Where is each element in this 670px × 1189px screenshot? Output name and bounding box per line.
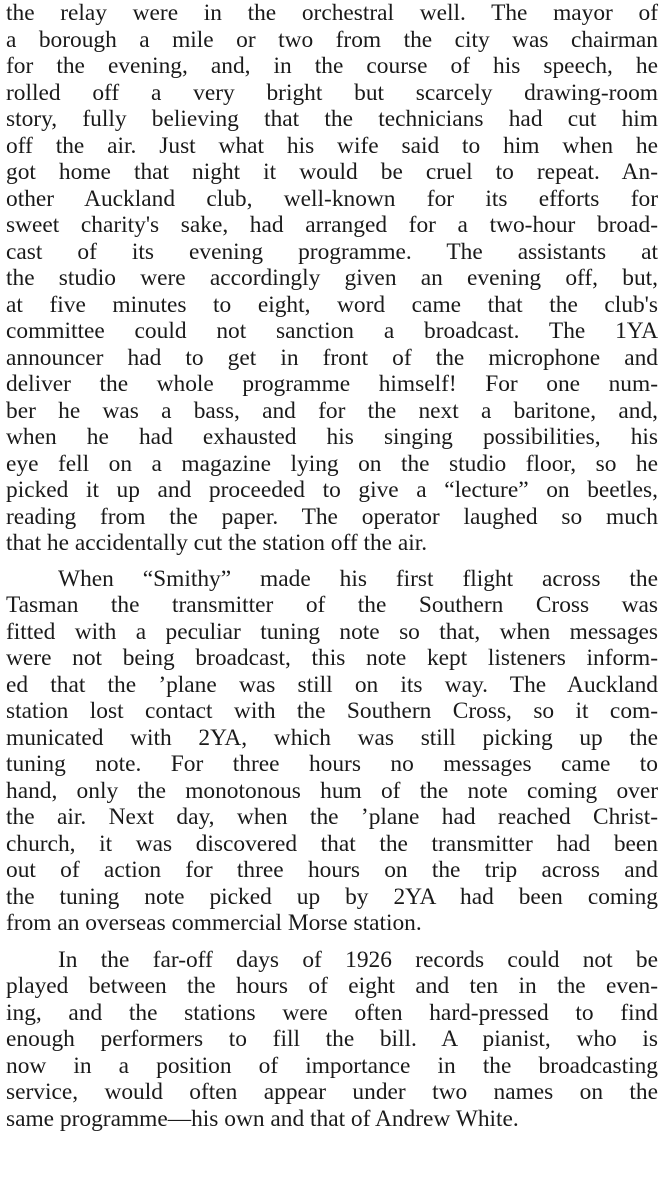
text-line: the tuning note picked up by 2YA had been coming <box>6 883 658 910</box>
text-line: out of action for three hours on the trip across and <box>6 857 658 883</box>
text-line: a borough a mile or two from the city was chairman <box>6 26 658 53</box>
text-line: when he had exhausted his singing possibilities, his <box>6 424 658 450</box>
text-line: When “Smithy” made his first flight across the <box>58 565 658 592</box>
text-line: In the far-off days of 1926 records could not be <box>58 946 658 973</box>
text-line: ing, and the stations were often hard-pressed to find <box>6 999 658 1026</box>
text-line: the air. Next day, when the ’plane had reached Christ- <box>6 804 658 830</box>
text-line: story, fully believing that the technicians had cut him <box>6 106 658 132</box>
text-line: off the air. Just what his wife said to him when he <box>6 132 658 159</box>
text-line: reading from the paper. The operator laughed so much <box>6 503 658 530</box>
text-line: service, would often appear under two names on the <box>6 1079 658 1105</box>
text-line: fitted with a peculiar tuning note so that, when messages <box>6 618 658 645</box>
text-line: church, it was discovered that the transmitter had been <box>6 830 658 857</box>
text-line: at five minutes to eight, word came that the club's <box>6 291 658 318</box>
text-line: municated with 2YA, which was still picking up the <box>6 724 658 751</box>
paragraph-1 <box>6 0 658 557</box>
text-line: the studio were accordingly given an evening off, but, <box>6 265 658 291</box>
text-line: the relay were in the orchestral well. The mayor of <box>6 0 658 26</box>
text-line: from an overseas commercial Morse station. <box>6 910 422 936</box>
text-line: deliver the whole programme himself! For one num- <box>6 371 658 397</box>
text-line: ed that the ’plane was still on its way. The Auckland <box>6 671 658 698</box>
text-line: played between the hours of eight and ten in the even- <box>6 973 658 999</box>
text-line: were not being broadcast, this note kept listeners inform- <box>6 645 658 671</box>
document-page <box>6 0 658 1132</box>
text-line: tuning note. For three hours no messages came to <box>6 751 658 777</box>
text-line: cast of its evening programme. The assistants at <box>6 238 658 265</box>
text-line: now in a position of importance in the broadcasting <box>6 1052 658 1079</box>
text-line: station lost contact with the Southern Cross, so it com- <box>6 698 658 724</box>
text-line: same programme—his own and that of Andrew White. <box>6 1105 519 1132</box>
paragraph-2 <box>6 566 658 937</box>
text-line: sweet charity's sake, had arranged for a two-hour broad- <box>6 212 658 238</box>
text-line: enough performers to fill the bill. A pianist, who is <box>6 1026 658 1052</box>
text-line: Tasman the transmitter of the Southern Cross was <box>6 592 658 618</box>
text-line: hand, only the monotonous hum of the note coming over <box>6 777 658 804</box>
text-line: eye fell on a magazine lying on the studio floor, so he <box>6 450 658 477</box>
text-line: that he accidentally cut the station off the air. <box>6 530 428 556</box>
text-line: rolled off a very bright but scarcely drawing-room <box>6 79 658 106</box>
text-line: ber he was a bass, and for the next a baritone, and, <box>6 397 658 424</box>
paragraph-gap <box>6 937 658 947</box>
text-line: got home that night it would be cruel to repeat. An- <box>6 159 658 185</box>
text-line: picked it up and proceeded to give a “lecture” on beetles, <box>6 477 658 503</box>
text-line: other Auckland club, well-known for its efforts for <box>6 185 658 212</box>
text-line: for the evening, and, in the course of his speech, he <box>6 53 658 79</box>
text-line: announcer had to get in front of the microphone and <box>6 344 658 371</box>
text-line: committee could not sanction a broadcast. The 1YA <box>6 318 658 344</box>
paragraph-gap <box>6 557 658 566</box>
paragraph-3 <box>6 947 658 1133</box>
